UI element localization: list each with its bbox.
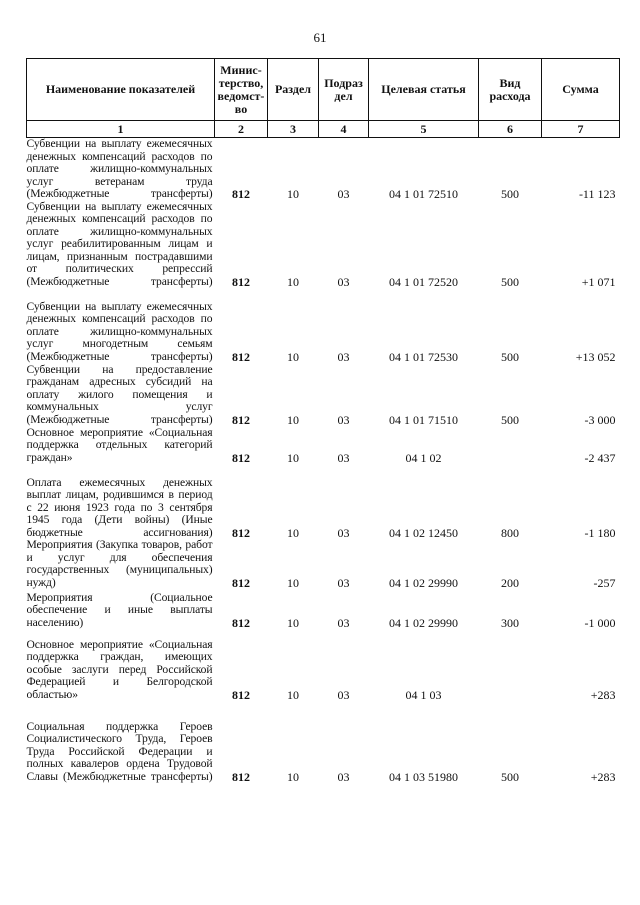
row-subsection: 03 — [337, 450, 350, 465]
row-section: 10 — [287, 187, 299, 201]
table-row — [27, 464, 620, 539]
row-sum: +283 — [590, 687, 616, 702]
row-name: Оплата ежемесячных денежных выплат лицам, родившимся в период с 22 июня 1923 года по 3 сентября 1945 года (Дети войны) (Иные бюджетные ассигнования) — [26, 475, 213, 539]
row-sum: -3 000 — [584, 412, 616, 427]
row-ministry: 812 — [232, 274, 250, 289]
row-section: 10 — [287, 615, 299, 630]
row-subsection: 03 — [337, 769, 350, 784]
row-sum: -11 123 — [578, 187, 616, 201]
column-number: 4 — [319, 121, 369, 138]
table-row — [27, 701, 620, 783]
row-subsection: 03 — [337, 274, 350, 289]
row-name: Субвенции на выплату ежемесячных денежных компенсаций расходов по оплате жилищно-коммунальных услуг ветеранам труда (Межбюджетные трансферты) — [26, 137, 213, 200]
row-ministry: 812 — [232, 349, 250, 364]
table-row — [27, 589, 620, 629]
table-row — [27, 629, 620, 701]
budget-table — [26, 58, 620, 783]
row-kind: 500 — [501, 274, 519, 289]
row-ministry: 812 — [232, 615, 250, 630]
row-section: 10 — [287, 525, 299, 540]
row-name: Субвенции на выплату ежемесячных денежных компенсаций расходов по оплате жилищно-коммунальных услуг реабилитированным лицам и лицам, признанным пострадавшими от политических репрессий (Межбюджетные трансферты) — [26, 199, 213, 288]
row-ministry: 812 — [232, 687, 250, 702]
page-number: 61 — [313, 30, 327, 45]
row-kind: 500 — [501, 412, 519, 427]
row-subsection: 03 — [337, 687, 350, 702]
column-number: 6 — [479, 121, 542, 138]
row-sum: -1 000 — [584, 615, 616, 630]
row-sum: -2 437 — [584, 450, 616, 465]
row-target: 04 1 02 29990 — [389, 575, 458, 590]
header-row — [27, 59, 620, 121]
row-kind: 800 — [501, 525, 519, 540]
row-target: 04 1 01 71510 — [389, 412, 458, 427]
row-sum: +283 — [590, 769, 616, 784]
row-ministry: 812 — [232, 575, 250, 590]
table-body — [27, 138, 620, 784]
row-subsection: 03 — [337, 349, 350, 364]
row-kind: 300 — [501, 615, 519, 630]
row-section: 10 — [287, 274, 299, 289]
header-name: Наименование показателей — [27, 59, 215, 121]
row-sum: +13 052 — [575, 349, 616, 364]
row-ministry: 812 — [232, 769, 250, 784]
row-target: 04 1 01 72530 — [389, 349, 458, 364]
row-kind — [479, 426, 542, 464]
row-name: Социальная поддержка Героев Социалистического Труда, Героев Труда Российской Федерации и полных кавалеров ордена Трудовой Славы (Межбюджетные трансферты) — [26, 719, 213, 783]
row-section: 10 — [287, 450, 299, 465]
column-number: 1 — [27, 121, 215, 138]
row-kind: 500 — [501, 349, 519, 364]
row-name: Основное мероприятие «Социальная поддержка граждан, имеющих особые заслуги перед Российской Федерацией и Белгородской областью» — [26, 637, 213, 701]
row-target: 04 1 02 12450 — [389, 525, 458, 540]
header-kind: Вид расхода — [479, 59, 542, 121]
column-number: 2 — [215, 121, 268, 138]
row-ministry: 812 — [232, 187, 250, 201]
row-kind — [479, 629, 542, 701]
row-ministry: 812 — [232, 450, 250, 465]
row-section: 10 — [287, 575, 299, 590]
column-number: 7 — [542, 121, 620, 138]
row-name: Субвенции на выплату ежемесячных денежных компенсаций расходов по оплате жилищно-коммунальных услуг многодетным семьям (Межбюджетные трансферты) — [26, 299, 213, 363]
column-number: 5 — [369, 121, 479, 138]
row-sum: -1 180 — [584, 525, 616, 540]
row-target: 04 1 01 72510 — [389, 187, 458, 201]
header-section: Раздел — [268, 59, 319, 121]
row-section: 10 — [287, 769, 299, 784]
row-ministry: 812 — [232, 412, 250, 427]
table-row — [27, 539, 620, 589]
row-subsection: 03 — [337, 412, 350, 427]
row-subsection: 03 — [337, 525, 350, 540]
row-name: Мероприятия (Социальное обеспечение и иные выплаты населению) — [26, 590, 213, 629]
row-target: 04 1 02 29990 — [389, 615, 458, 630]
row-target: 04 1 03 51980 — [389, 769, 458, 784]
row-name: Основное мероприятие «Социальная поддержка отдельных категорий граждан» — [26, 425, 213, 464]
row-kind: 200 — [501, 575, 519, 590]
row-kind: 500 — [501, 769, 519, 784]
row-section: 10 — [287, 687, 299, 702]
table-row — [27, 138, 620, 201]
row-section: 10 — [287, 412, 299, 427]
row-sum: +1 071 — [581, 274, 616, 289]
row-ministry: 812 — [232, 525, 250, 540]
header-ministry: Минис-терство, ведомст-во — [215, 59, 268, 121]
table-row — [27, 288, 620, 363]
table-row — [27, 363, 620, 426]
table-row — [27, 426, 620, 464]
header-sum: Сумма — [542, 59, 620, 121]
row-target: 04 1 03 — [405, 687, 442, 702]
column-number-row — [27, 121, 620, 138]
row-name: Субвенции на предоставление гражданам адресных субсидий на оплату жилого помещения и коммунальных услуг (Межбюджетные трансферты) — [26, 362, 213, 426]
column-number: 3 — [268, 121, 319, 138]
row-subsection: 03 — [337, 575, 350, 590]
row-subsection: 03 — [337, 615, 350, 630]
header-target: Целевая статья — [369, 59, 479, 121]
row-subsection: 03 — [337, 187, 350, 201]
table-row — [27, 201, 620, 289]
header-subsection: Подраз дел — [319, 59, 369, 121]
row-kind: 500 — [501, 187, 519, 201]
row-target: 04 1 01 72520 — [389, 274, 458, 289]
row-section: 10 — [287, 349, 299, 364]
row-sum: -257 — [593, 575, 616, 590]
row-target: 04 1 02 — [405, 450, 442, 465]
row-name: Мероприятия (Закупка товаров, работ и услуг для обеспечения государственных (муниципальных) нужд) — [26, 538, 213, 589]
